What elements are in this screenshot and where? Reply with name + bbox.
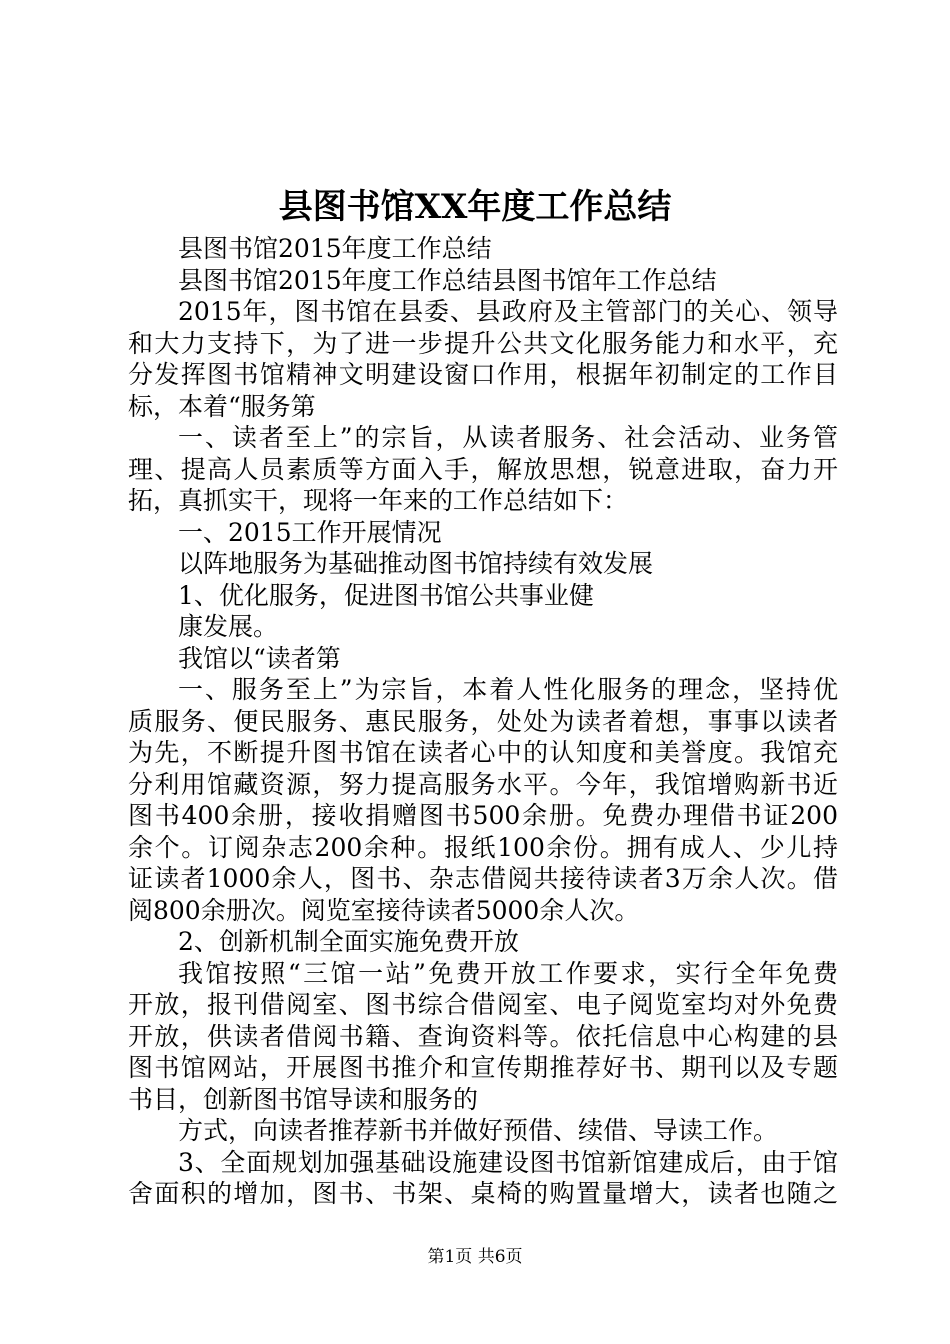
body-line: 和大力支持下，为了进一步提升公共文化服务能力和水平，充 [128, 328, 838, 358]
body-line: 一、读者至上”的宗旨，从读者服务、社会活动、业务管 [178, 423, 838, 452]
body-line: 分利用馆藏资源，努力提高服务水平。今年，我馆增购新书近 [128, 769, 838, 799]
body-line: 拓，真抓实干，现将一年来的工作总结如下： [128, 486, 629, 515]
body-line: 1、优化服务，促进图书馆公共事业健 [178, 580, 594, 610]
body-line: 方式，向读者推荐新书并做好预借、续借、导读工作。 [178, 1116, 779, 1145]
body-line: 图书400余册，接收捐赠图书500余册。免费办理借书证200 [128, 801, 838, 830]
body-line: 舍面积的增加，图书、书架、桌椅的购置量增大，读者也随之 [128, 1179, 838, 1208]
body-line: 为先，不断提升图书馆在读者心中的认知度和美誉度。我馆充 [128, 738, 838, 767]
document-title: 县图书馆XX年度工作总结 [278, 187, 672, 227]
body-line: 余个。订阅杂志200余种。报纸100余份。拥有成人、少儿持 [128, 832, 838, 862]
body-line: 理、提高人员素质等方面入手，解放思想，锐意进取，奋力开 [128, 454, 838, 484]
body-line: 3、全面规划加强基础设施建设图书馆新馆建成后，由于馆 [178, 1147, 838, 1177]
body-line: 分发挥图书馆精神文明建设窗口作用，根据年初制定的工作目 [128, 360, 838, 389]
body-line: 开放，报刊借阅室、图书综合借阅室、电子阅览室均对外免费 [128, 990, 838, 1019]
body-line: 一、服务至上”为宗旨，本着人性化服务的理念，坚持优 [178, 675, 838, 704]
body-line: 康发展。 [178, 612, 279, 641]
body-line: 一、2015工作开展情况 [178, 517, 442, 547]
body-line: 我馆按照“三馆一站”免费开放工作要求，实行全年免费 [178, 958, 838, 988]
page-number: 第1页 共6页 [427, 1247, 523, 1267]
body-line: 以阵地服务为基础推动图书馆持续有效发展 [178, 549, 654, 578]
body-line: 开放，供读者借阅书籍、查询资料等。依托信息中心构建的县 [128, 1021, 838, 1051]
body-line: 证读者1000余人，图书、杂志借阅共接待读者3万余人次。借 [128, 864, 838, 893]
body-line: 县图书馆2015年度工作总结 [178, 234, 492, 263]
document-body [128, 233, 838, 1210]
body-line: 阅800余册次。阅览室接待读者5000余人次。 [128, 895, 640, 925]
body-line: 书目，创新图书馆导读和服务的 [128, 1084, 479, 1114]
body-line: 2015年，图书馆在县委、县政府及主管部门的关心、领导 [178, 297, 838, 326]
body-line: 我馆以“读者第 [178, 643, 341, 673]
body-line: 2、创新机制全面实施免费开放 [178, 927, 519, 956]
body-line: 图书馆网站，开展图书推介和宣传期推荐好书、期刊以及专题 [128, 1053, 838, 1082]
body-line: 质服务、便民服务、惠民服务，处处为读者着想，事事以读者 [128, 706, 838, 736]
body-line: 标，本着“服务第 [128, 391, 316, 421]
body-line: 县图书馆2015年度工作总结县图书馆年工作总结 [178, 265, 717, 295]
